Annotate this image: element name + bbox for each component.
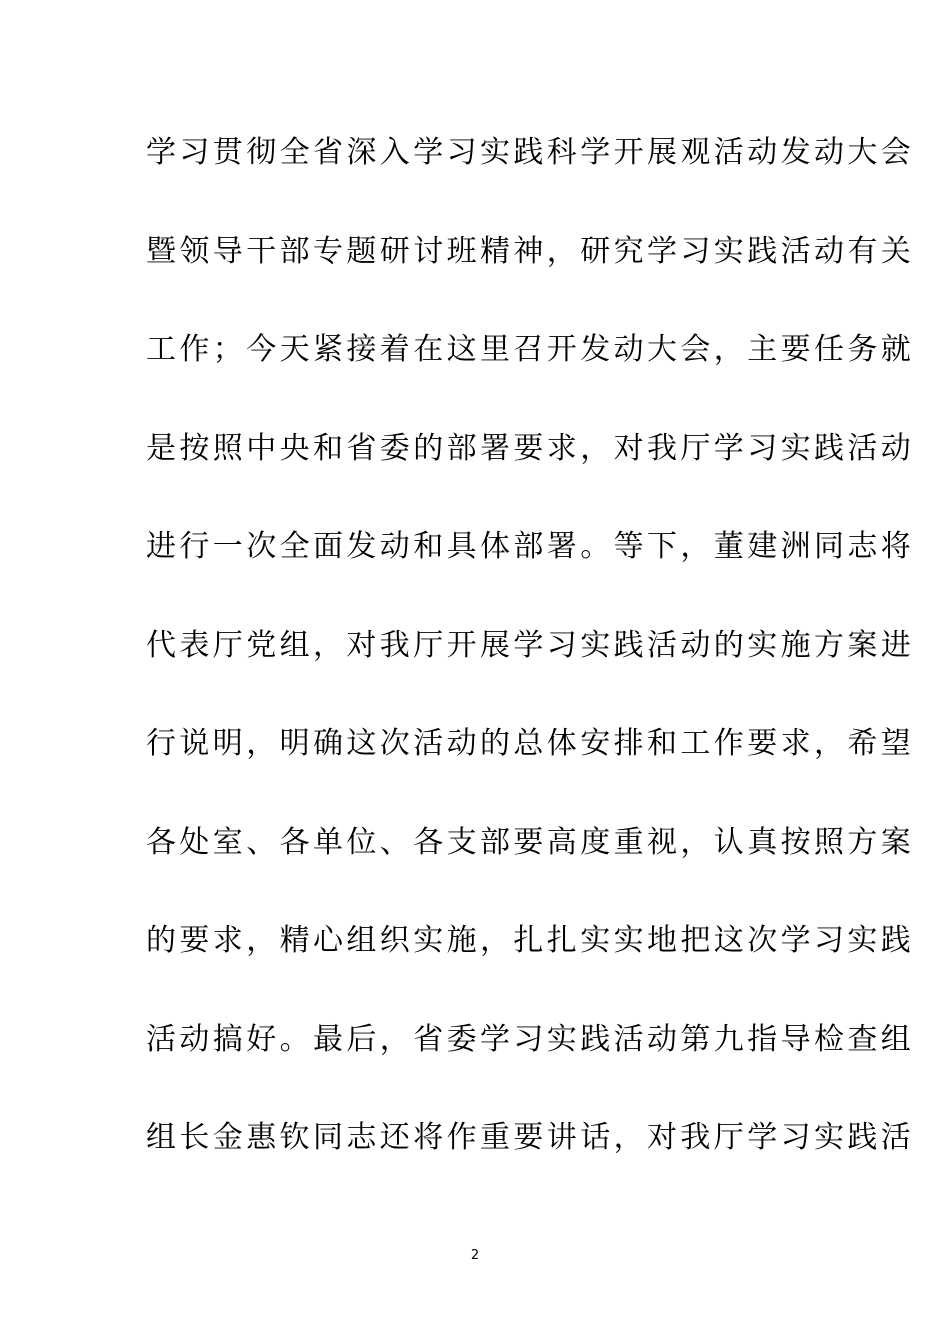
text-line-6: 代表厅党组，对我厅开展学习实践活动的实施方案进 [146,627,915,663]
text-line-4: 是按照中央和省委的部署要求，对我厅学习实践活动 [146,430,915,466]
text-line-10: 活动搞好。最后，省委学习实践活动第九指导检查组 [146,1021,915,1057]
body-text [146,123,915,1207]
text-line-8: 各处室、各单位、各支部要高度重视，认真按照方案 [146,824,915,860]
text-line-11: 组长金惠钦同志还将作重要讲话，对我厅学习实践活 [146,1120,915,1155]
text-line-1: 学习贯彻全省深入学习实践科学开展观活动发动大会 [146,135,915,170]
text-line-2: 暨领导干部专题研讨班精神，研究学习实践活动有关 [146,233,915,269]
text-line-9: 的要求，精心组织实施，扎扎实实地把这次学习实践 [146,923,915,958]
page-number: 2 [470,1248,480,1263]
text-line-7: 行说明，明确这次活动的总体安排和工作要求，希望 [146,726,915,761]
text-line-3: 工作；今天紧接着在这里召开发动大会，主要任务就 [146,332,915,367]
text-line-5: 进行一次全面发动和具体部署。等下，董建洲同志将 [146,529,915,564]
